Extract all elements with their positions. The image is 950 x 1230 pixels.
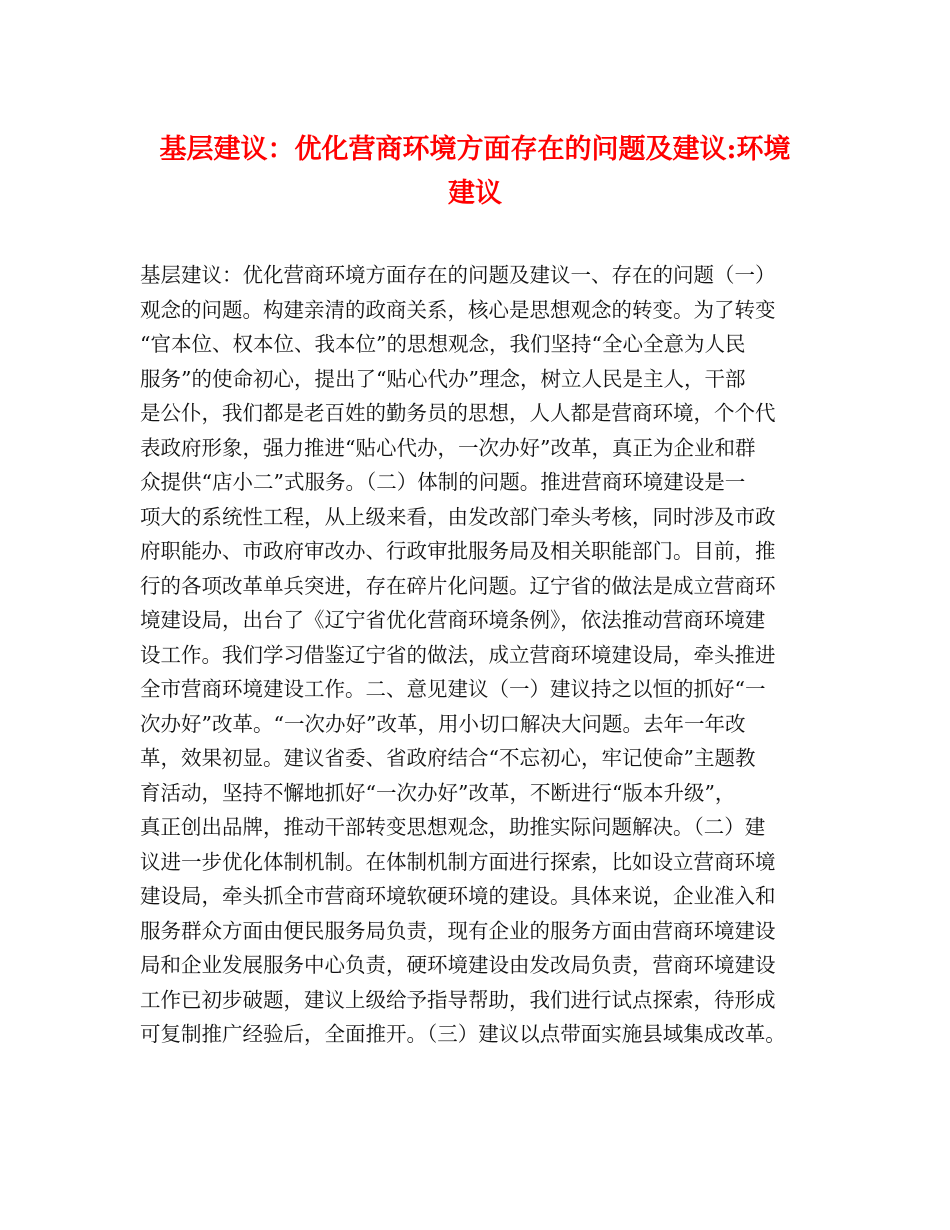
body-line: 基层建议：优化营商环境方面存在的问题及建议一、存在的问题（一） (140, 263, 776, 287)
body-line: 项大的系统性工程，从上级来看，由发改部门牵头考核，同时涉及市政 (140, 504, 776, 529)
body-line: 观念的问题。构建亲清的政商关系，核心是思想观念的转变。为了转变 (140, 297, 776, 322)
body-line: 服务”的使命初心，提出了“贴心代办”理念，树立人民是主人，干部 (140, 366, 746, 391)
title-line: 基层建议：优化营商环境方面存在的问题及建议:环境 (159, 134, 791, 165)
body-line: 可复制推广经验后，全面推开。（三）建议以点带面实施县域集成改革。 (140, 1022, 786, 1046)
title-line: 建议 (448, 178, 502, 209)
body-line: “官本位、权本位、我本位”的思想观念，我们坚持“全心全意为人民 (140, 332, 746, 356)
body-line: 服务群众方面由便民服务局负责，现有企业的服务方面由营商环境建设 (140, 918, 776, 943)
body-line: 全市营商环境建设工作。二、意见建议（一）建议持之以恒的抓好“一 (140, 677, 766, 701)
body-line: 真正创出品牌，推动干部转变思想观念，助推实际问题解决。（二）建 (140, 815, 766, 839)
body-line: 次办好”改革。“一次办好”改革，用小切口解决大问题。去年一年改 (140, 711, 746, 736)
body-line: 议进一步优化体制机制。在体制机制方面进行探索，比如设立营商环境 (140, 849, 776, 874)
body-line: 局和企业发展服务中心负责，硬环境建设由发改局负责，营商环境建设 (140, 953, 776, 977)
body-line: 境建设局，出台了《辽宁省优化营商环境条例》，依法推动营商环境建 (140, 608, 766, 632)
body-line: 府职能办、市政府审改办、行政审批服务局及相关职能部门。目前，推 (140, 539, 776, 563)
body-line: 工作已初步破题，建议上级给予指导帮助，我们进行试点探索，待形成 (140, 987, 776, 1012)
body-line: 行的各项改革单兵突进，存在碎片化问题。辽宁省的做法是成立营商环 (140, 573, 776, 598)
body-line: 革，效果初显。建议省委、省政府结合“不忘初心，牢记使命”主题教 (140, 746, 756, 770)
document-body (140, 258, 830, 1052)
body-line: 表政府形象，强力推进“贴心代办，一次办好”改革，真正为企业和群 (140, 435, 756, 460)
body-line: 育活动，坚持不懈地抓好“一次办好”改革，不断进行“版本升级”， (140, 780, 736, 805)
body-line: 设工作。我们学习借鉴辽宁省的做法，成立营商环境建设局，牵头推进 (140, 642, 776, 667)
body-line: 众提供“店小二”式服务。（二）体制的问题。推进营商环境建设是一 (140, 470, 746, 494)
document-title (120, 128, 830, 216)
body-line: 建设局，牵头抓全市营商环境软硬环境的建设。具体来说，企业准入和 (140, 884, 776, 908)
body-line: 是公仆，我们都是老百姓的勤务员的思想，人人都是营商环境，个个代 (140, 401, 776, 425)
